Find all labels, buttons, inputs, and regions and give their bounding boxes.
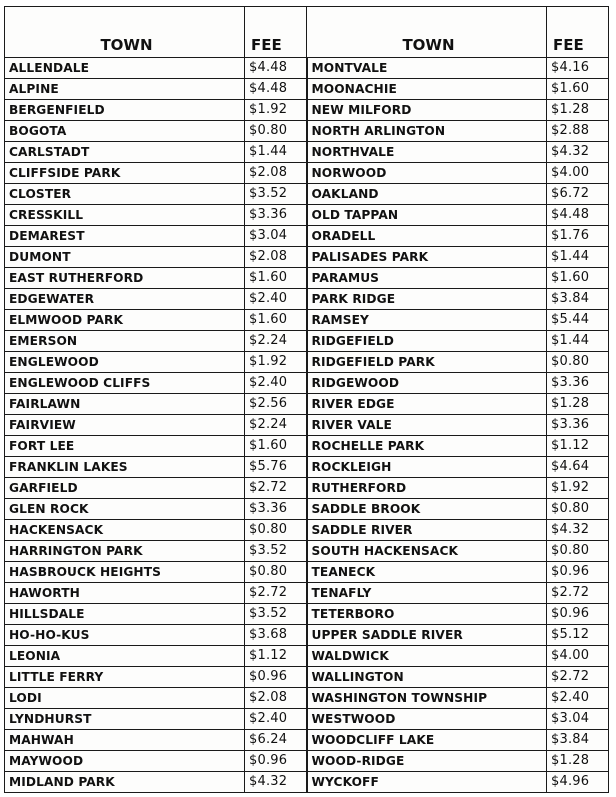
- left-town-cell: ENGLEWOOD CLIFFS: [5, 373, 245, 394]
- right-fee-cell: $4.32: [547, 520, 609, 541]
- table-row: [5, 184, 609, 205]
- left-town-cell: FAIRVIEW: [5, 415, 245, 436]
- right-town-cell: WYCKOFF: [307, 772, 547, 793]
- left-town-cell: FAIRLAWN: [5, 394, 245, 415]
- table-row: [5, 646, 609, 667]
- right-town-cell: WESTWOOD: [307, 709, 547, 730]
- right-fee-cell: $1.60: [547, 79, 609, 100]
- right-fee-cell: $3.36: [547, 415, 609, 436]
- table-row: [5, 520, 609, 541]
- left-fee-cell: $3.52: [245, 184, 307, 205]
- right-town-cell: WOOD-RIDGE: [307, 751, 547, 772]
- right-fee-cell: $1.12: [547, 436, 609, 457]
- right-fee-cell: $2.72: [547, 667, 609, 688]
- left-town-cell: MAYWOOD: [5, 751, 245, 772]
- left-fee-cell: $2.08: [245, 247, 307, 268]
- table-row: [5, 772, 609, 793]
- left-town-cell: GLEN ROCK: [5, 499, 245, 520]
- left-town-cell: HILLSDALE: [5, 604, 245, 625]
- table-body: [5, 58, 609, 793]
- right-fee-cell: $0.80: [547, 352, 609, 373]
- left-town-cell: HACKENSACK: [5, 520, 245, 541]
- left-fee-cell: $2.08: [245, 688, 307, 709]
- right-town-cell: NORWOOD: [307, 163, 547, 184]
- right-town-cell: ROCHELLE PARK: [307, 436, 547, 457]
- right-fee-cell: $6.72: [547, 184, 609, 205]
- left-town-cell: EMERSON: [5, 331, 245, 352]
- left-fee-cell: $4.48: [245, 79, 307, 100]
- right-town-cell: TENAFLY: [307, 583, 547, 604]
- right-fee-cell: $3.84: [547, 730, 609, 751]
- right-fee-cell: $1.60: [547, 268, 609, 289]
- left-town-cell: LITTLE FERRY: [5, 667, 245, 688]
- left-town-cell: MIDLAND PARK: [5, 772, 245, 793]
- right-town-cell: PARAMUS: [307, 268, 547, 289]
- left-fee-cell: $6.24: [245, 730, 307, 751]
- right-fee-cell: $4.64: [547, 457, 609, 478]
- header-row: [5, 7, 609, 58]
- right-fee-cell: $0.80: [547, 499, 609, 520]
- right-fee-cell: $0.80: [547, 541, 609, 562]
- left-town-cell: MAHWAH: [5, 730, 245, 751]
- left-fee-cell: $1.60: [245, 436, 307, 457]
- table-row: [5, 205, 609, 226]
- right-town-cell: RIVER EDGE: [307, 394, 547, 415]
- left-fee-cell: $1.92: [245, 100, 307, 121]
- left-fee-cell: $2.40: [245, 289, 307, 310]
- right-fee-cell: $0.96: [547, 604, 609, 625]
- right-town-cell: WALLINGTON: [307, 667, 547, 688]
- left-town-cell: EDGEWATER: [5, 289, 245, 310]
- left-fee-cell: $0.96: [245, 667, 307, 688]
- left-town-cell: HASBROUCK HEIGHTS: [5, 562, 245, 583]
- right-town-cell: WASHINGTON TOWNSHIP: [307, 688, 547, 709]
- left-town-cell: HAWORTH: [5, 583, 245, 604]
- right-town-cell: TETERBORO: [307, 604, 547, 625]
- left-town-cell: LYNDHURST: [5, 709, 245, 730]
- right-town-cell: SADDLE BROOK: [307, 499, 547, 520]
- right-town-header: TOWN: [307, 7, 547, 58]
- left-fee-cell: $1.44: [245, 142, 307, 163]
- table-row: [5, 415, 609, 436]
- right-fee-cell: $1.28: [547, 100, 609, 121]
- table-row: [5, 604, 609, 625]
- left-fee-cell: $0.80: [245, 121, 307, 142]
- table-row: [5, 541, 609, 562]
- left-fee-cell: $4.48: [245, 58, 307, 79]
- right-fee-cell: $0.96: [547, 562, 609, 583]
- table-row: [5, 268, 609, 289]
- right-town-cell: TEANECK: [307, 562, 547, 583]
- left-fee-cell: $0.80: [245, 520, 307, 541]
- table-row: [5, 100, 609, 121]
- left-town-cell: CLOSTER: [5, 184, 245, 205]
- right-town-cell: ROCKLEIGH: [307, 457, 547, 478]
- left-fee-cell: $0.80: [245, 562, 307, 583]
- left-fee-cell: $3.36: [245, 499, 307, 520]
- left-town-cell: EAST RUTHERFORD: [5, 268, 245, 289]
- right-fee-cell: $4.32: [547, 142, 609, 163]
- table-row: [5, 457, 609, 478]
- table-row: [5, 289, 609, 310]
- right-fee-cell: $5.12: [547, 625, 609, 646]
- right-town-cell: NEW MILFORD: [307, 100, 547, 121]
- left-fee-cell: $5.76: [245, 457, 307, 478]
- table-row: [5, 331, 609, 352]
- left-town-cell: LODI: [5, 688, 245, 709]
- right-town-cell: OAKLAND: [307, 184, 547, 205]
- table-row: [5, 226, 609, 247]
- left-fee-cell: $1.12: [245, 646, 307, 667]
- left-town-cell: FRANKLIN LAKES: [5, 457, 245, 478]
- right-town-cell: MONTVALE: [307, 58, 547, 79]
- left-fee-cell: $1.60: [245, 310, 307, 331]
- left-town-cell: HARRINGTON PARK: [5, 541, 245, 562]
- right-town-cell: RAMSEY: [307, 310, 547, 331]
- left-town-cell: LEONIA: [5, 646, 245, 667]
- table-row: [5, 163, 609, 184]
- right-town-cell: WALDWICK: [307, 646, 547, 667]
- right-town-cell: NORTHVALE: [307, 142, 547, 163]
- left-fee-cell: $2.56: [245, 394, 307, 415]
- right-town-cell: SOUTH HACKENSACK: [307, 541, 547, 562]
- right-fee-cell: $1.92: [547, 478, 609, 499]
- right-town-cell: RIDGEFIELD: [307, 331, 547, 352]
- table-row: [5, 688, 609, 709]
- right-fee-cell: $4.00: [547, 646, 609, 667]
- right-fee-cell: $2.40: [547, 688, 609, 709]
- right-fee-cell: $3.84: [547, 289, 609, 310]
- right-fee-cell: $4.16: [547, 58, 609, 79]
- left-fee-header: FEE: [245, 7, 307, 58]
- right-town-cell: PARK RIDGE: [307, 289, 547, 310]
- right-town-cell: NORTH ARLINGTON: [307, 121, 547, 142]
- table-row: [5, 709, 609, 730]
- left-fee-cell: $3.52: [245, 541, 307, 562]
- right-fee-cell: $5.44: [547, 310, 609, 331]
- left-fee-cell: $2.24: [245, 331, 307, 352]
- table-row: [5, 121, 609, 142]
- left-town-cell: FORT LEE: [5, 436, 245, 457]
- left-town-cell: BOGOTA: [5, 121, 245, 142]
- right-fee-cell: $2.88: [547, 121, 609, 142]
- right-town-cell: WOODCLIFF LAKE: [307, 730, 547, 751]
- right-town-cell: RUTHERFORD: [307, 478, 547, 499]
- table-row: [5, 730, 609, 751]
- table-row: [5, 247, 609, 268]
- left-town-cell: ENGLEWOOD: [5, 352, 245, 373]
- right-fee-cell: $1.76: [547, 226, 609, 247]
- table-row: [5, 478, 609, 499]
- left-fee-cell: $2.40: [245, 709, 307, 730]
- left-fee-cell: $4.32: [245, 772, 307, 793]
- right-town-cell: ORADELL: [307, 226, 547, 247]
- left-fee-cell: $1.60: [245, 268, 307, 289]
- fee-document: [4, 6, 608, 792]
- left-fee-cell: $3.36: [245, 205, 307, 226]
- right-town-cell: RIVER VALE: [307, 415, 547, 436]
- right-fee-cell: $1.44: [547, 247, 609, 268]
- left-fee-cell: $3.04: [245, 226, 307, 247]
- table-row: [5, 667, 609, 688]
- left-town-cell: ALLENDALE: [5, 58, 245, 79]
- right-town-cell: RIDGEWOOD: [307, 373, 547, 394]
- town-fee-table: [4, 6, 609, 793]
- right-fee-cell: $1.28: [547, 751, 609, 772]
- left-town-cell: CRESSKILL: [5, 205, 245, 226]
- left-fee-cell: $2.40: [245, 373, 307, 394]
- left-town-header: TOWN: [5, 7, 245, 58]
- table-row: [5, 625, 609, 646]
- right-fee-cell: $4.00: [547, 163, 609, 184]
- left-town-cell: HO-HO-KUS: [5, 625, 245, 646]
- right-town-cell: UPPER SADDLE RIVER: [307, 625, 547, 646]
- right-town-cell: PALISADES PARK: [307, 247, 547, 268]
- table-row: [5, 58, 609, 79]
- table-row: [5, 352, 609, 373]
- right-fee-cell: $4.96: [547, 772, 609, 793]
- left-fee-cell: $3.52: [245, 604, 307, 625]
- table-row: [5, 583, 609, 604]
- table-row: [5, 436, 609, 457]
- table-row: [5, 562, 609, 583]
- right-fee-cell: $3.04: [547, 709, 609, 730]
- table-row: [5, 373, 609, 394]
- right-town-cell: MOONACHIE: [307, 79, 547, 100]
- left-town-cell: ELMWOOD PARK: [5, 310, 245, 331]
- left-fee-cell: $2.72: [245, 583, 307, 604]
- right-town-cell: RIDGEFIELD PARK: [307, 352, 547, 373]
- left-fee-cell: $2.08: [245, 163, 307, 184]
- left-fee-cell: $0.96: [245, 751, 307, 772]
- left-fee-cell: $3.68: [245, 625, 307, 646]
- left-fee-cell: $1.92: [245, 352, 307, 373]
- table-row: [5, 310, 609, 331]
- right-fee-cell: $3.36: [547, 373, 609, 394]
- table-row: [5, 142, 609, 163]
- right-town-cell: SADDLE RIVER: [307, 520, 547, 541]
- left-town-cell: GARFIELD: [5, 478, 245, 499]
- table-row: [5, 79, 609, 100]
- table-row: [5, 751, 609, 772]
- left-fee-cell: $2.72: [245, 478, 307, 499]
- table-row: [5, 394, 609, 415]
- right-fee-cell: $1.28: [547, 394, 609, 415]
- left-town-cell: CLIFFSIDE PARK: [5, 163, 245, 184]
- left-town-cell: ALPINE: [5, 79, 245, 100]
- right-fee-cell: $4.48: [547, 205, 609, 226]
- right-fee-cell: $1.44: [547, 331, 609, 352]
- right-fee-cell: $2.72: [547, 583, 609, 604]
- left-fee-cell: $2.24: [245, 415, 307, 436]
- right-town-cell: OLD TAPPAN: [307, 205, 547, 226]
- table-row: [5, 499, 609, 520]
- left-town-cell: CARLSTADT: [5, 142, 245, 163]
- left-town-cell: DUMONT: [5, 247, 245, 268]
- left-town-cell: BERGENFIELD: [5, 100, 245, 121]
- left-town-cell: DEMAREST: [5, 226, 245, 247]
- right-fee-header: FEE: [547, 7, 609, 58]
